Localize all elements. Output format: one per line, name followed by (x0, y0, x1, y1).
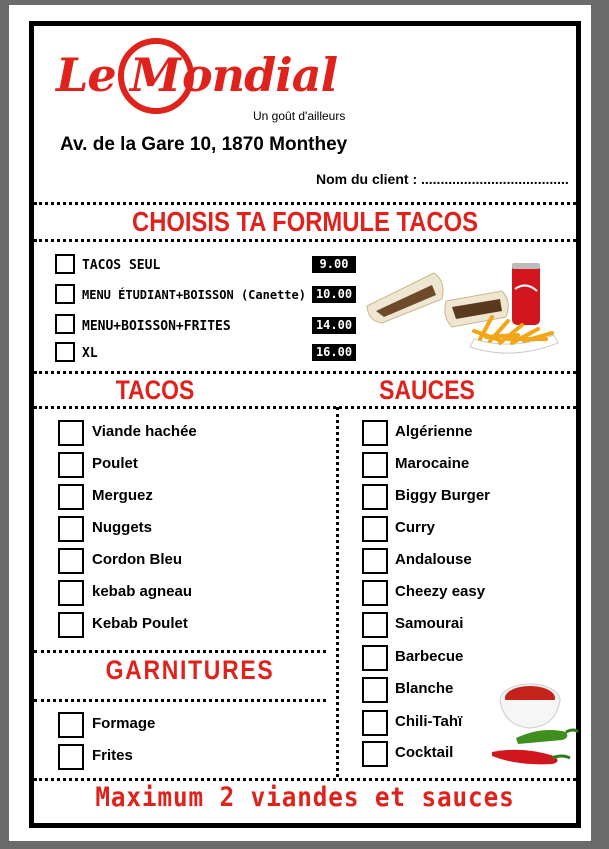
logo-tagline: Un goût d'ailleurs (253, 109, 346, 123)
tacos-option-label: Kebab Poulet (92, 615, 188, 632)
formule-price: 9.00 (312, 256, 356, 273)
tacos-option-label: Merguez (92, 487, 153, 504)
sauce-checkbox[interactable] (362, 452, 388, 478)
divider (34, 202, 576, 205)
column-divider (336, 407, 339, 777)
formule-checkbox[interactable] (55, 314, 75, 334)
sauce-option-label: Barbecue (395, 648, 464, 665)
formule-title: CHOISIS TA FORMULE TACOS (132, 206, 478, 237)
tacos-checkbox[interactable] (58, 516, 84, 542)
tacos-option-label: Cordon Bleu (92, 551, 182, 568)
tacos-option-label: Viande hachée (92, 423, 197, 440)
sauce-checkbox[interactable] (362, 677, 388, 703)
formule-checkbox[interactable] (55, 284, 75, 304)
sauces-title: SAUCES (379, 375, 475, 405)
sauce-checkbox[interactable] (362, 548, 388, 574)
address: Av. de la Gare 10, 1870 Monthey (60, 134, 348, 155)
sauce-option-label: Curry (395, 519, 436, 536)
divider (34, 406, 576, 409)
formule-price: 16.00 (312, 344, 356, 361)
sauce-option-label: Biggy Burger (395, 487, 491, 504)
sauce-option-label: Cocktail (395, 744, 454, 761)
logo-text-right: ondial (182, 48, 338, 102)
divider (34, 650, 326, 653)
sauce-checkbox[interactable] (362, 612, 388, 638)
tacos-checkbox[interactable] (58, 612, 84, 638)
sauce-option-label: Blanche (395, 680, 454, 697)
formule-label: XL (82, 346, 98, 361)
sauce-checkbox[interactable] (362, 484, 388, 510)
sauce-checkbox[interactable] (362, 580, 388, 606)
sauce-option-label: Chili-Tahï (395, 713, 463, 730)
tacos-option-label: Poulet (92, 455, 138, 472)
soda-can-icon (512, 263, 540, 325)
sauce-option-label: Algérienne (395, 423, 473, 440)
sauce-bowl-illustration (482, 676, 580, 768)
formule-price: 10.00 (312, 286, 356, 303)
menu-sheet (9, 5, 591, 841)
sauce-option-label: Samourai (395, 615, 464, 632)
logo-text-left: Le (56, 48, 116, 102)
garnitures-title: GARNITURES (105, 655, 275, 685)
divider (34, 371, 576, 374)
tacos-checkbox[interactable] (58, 580, 84, 606)
formule-price: 14.00 (312, 317, 356, 334)
formule-label: TACOS SEUL (82, 258, 161, 273)
tacos-checkbox[interactable] (58, 548, 84, 574)
tacos-checkbox[interactable] (58, 420, 84, 446)
footer-note: Maximum 2 viandes et sauces (95, 782, 515, 813)
garniture-checkbox[interactable] (58, 712, 84, 738)
tacos-checkbox[interactable] (58, 484, 84, 510)
tacos-menu-illustration (362, 251, 567, 361)
sauce-checkbox[interactable] (362, 645, 388, 671)
sauce-checkbox[interactable] (362, 710, 388, 736)
formule-checkbox[interactable] (55, 254, 75, 274)
tacos-option-label: Nuggets (92, 519, 152, 536)
garniture-option-label: Frites (92, 747, 133, 764)
formule-checkbox[interactable] (55, 342, 75, 362)
sauce-checkbox[interactable] (362, 420, 388, 446)
formule-label: MENU ÉTUDIANT+BOISSON (Canette) (82, 288, 306, 302)
chili-pepper-icon (492, 730, 578, 764)
divider (34, 778, 576, 781)
sauce-option-label: Marocaine (395, 455, 470, 472)
formule-label: MENU+BOISSON+FRITES (82, 319, 231, 334)
tacos-option-label: kebab agneau (92, 583, 193, 600)
sauce-checkbox[interactable] (362, 741, 388, 767)
divider (34, 699, 326, 702)
sauce-checkbox[interactable] (362, 516, 388, 542)
sauce-bowl-icon (500, 684, 560, 728)
logo-letter-m: M (130, 48, 180, 102)
tacos-checkbox[interactable] (58, 452, 84, 478)
garniture-option-label: Formage (92, 715, 156, 732)
divider (34, 239, 576, 242)
order-form (29, 21, 581, 828)
client-name-field[interactable]: Nom du client : ...................................... (316, 171, 569, 187)
sauce-option-label: Andalouse (395, 551, 472, 568)
sauce-option-label: Cheezy easy (395, 583, 486, 600)
tacos-title: TACOS (115, 375, 195, 405)
tacos-wrap-icon (367, 273, 508, 327)
garniture-checkbox[interactable] (58, 744, 84, 770)
